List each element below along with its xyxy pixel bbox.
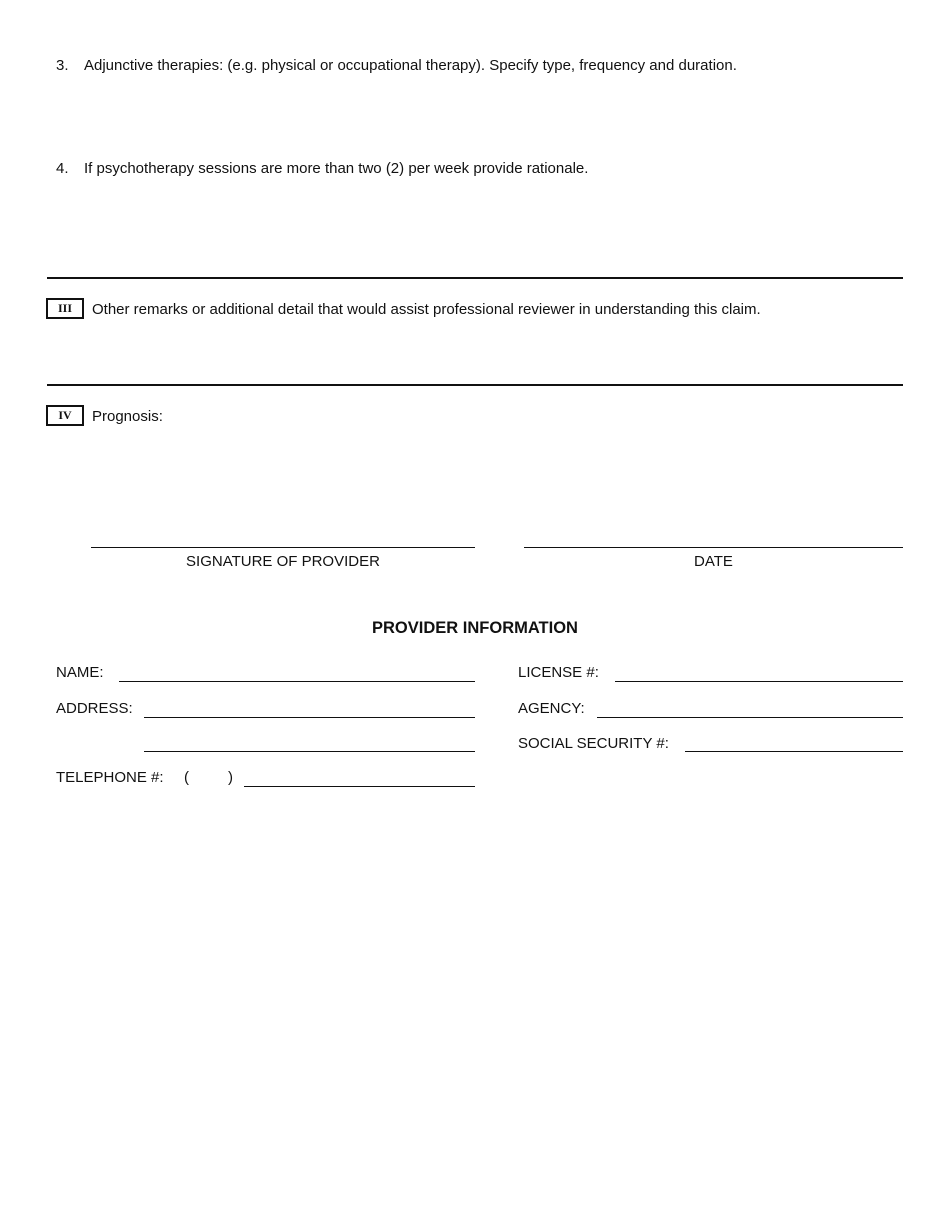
- address-field-line-2[interactable]: [144, 751, 475, 752]
- area-code-open-paren: (: [184, 769, 189, 786]
- item-number: 4.: [56, 160, 69, 177]
- ssn-label: SOCIAL SECURITY #:: [518, 735, 669, 752]
- item-text: Adjunctive therapies: (e.g. physical or occupational therapy). Specify type, frequency and duration.: [84, 57, 737, 74]
- address-field-line-1[interactable]: [144, 717, 475, 718]
- agency-label: AGENCY:: [518, 700, 585, 717]
- section-numeral-box: IV: [46, 405, 84, 426]
- name-label: NAME:: [56, 664, 104, 681]
- name-field[interactable]: [119, 681, 475, 682]
- area-code-close-paren: ): [228, 769, 233, 786]
- section-text: Other remarks or additional detail that would assist professional reviewer in understanding this claim.: [92, 301, 761, 318]
- section-text: Prognosis:: [92, 408, 163, 425]
- item-text: If psychotherapy sessions are more than two (2) per week provide rationale.: [84, 160, 589, 177]
- telephone-label: TELEPHONE #:: [56, 769, 164, 786]
- signature-label: SIGNATURE OF PROVIDER: [186, 553, 380, 570]
- agency-field[interactable]: [597, 717, 903, 718]
- section-numeral-box: III: [46, 298, 84, 319]
- ssn-field[interactable]: [685, 751, 903, 752]
- date-label: DATE: [694, 553, 733, 570]
- address-label: ADDRESS:: [56, 700, 133, 717]
- item-number: 3.: [56, 57, 69, 74]
- section-divider: [47, 384, 903, 386]
- signature-line[interactable]: [91, 547, 475, 548]
- license-label: LICENSE #:: [518, 664, 599, 681]
- license-field[interactable]: [615, 681, 903, 682]
- date-line[interactable]: [524, 547, 903, 548]
- provider-info-heading: PROVIDER INFORMATION: [372, 619, 578, 637]
- section-divider: [47, 277, 903, 279]
- telephone-field[interactable]: [244, 786, 475, 787]
